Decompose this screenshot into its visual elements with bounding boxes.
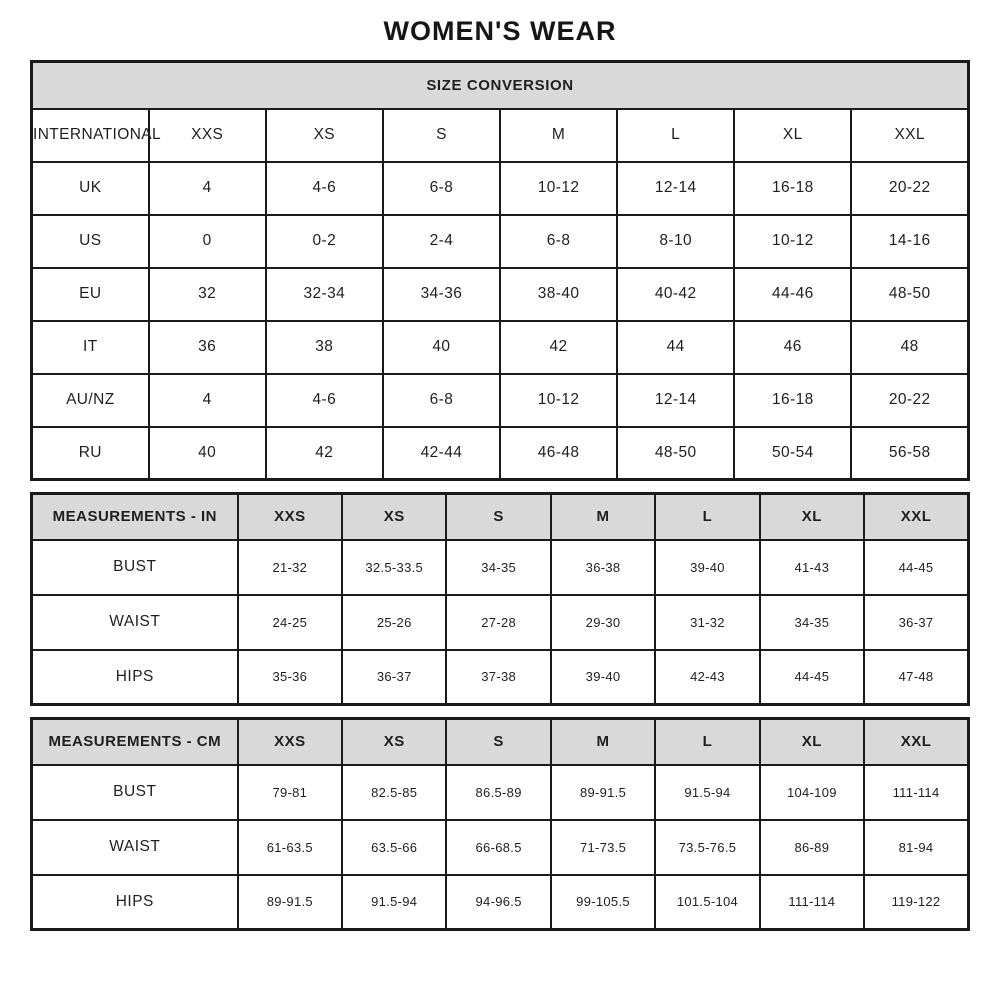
size-value: 44	[617, 321, 734, 374]
size-header-s: S	[446, 719, 550, 765]
size-header-xxs: XXS	[238, 494, 342, 540]
table-row-waist-in	[32, 595, 969, 650]
row-label: HIPS	[32, 650, 238, 705]
size-header-xxl: XXL	[851, 109, 968, 162]
size-value: 44-46	[734, 268, 851, 321]
size-value: 42	[500, 321, 617, 374]
size-value: 20-22	[851, 374, 968, 427]
measure-value: 119-122	[864, 875, 968, 930]
size-value: 6-8	[383, 374, 500, 427]
measure-value: 44-45	[760, 650, 864, 705]
measure-value: 39-40	[551, 650, 655, 705]
measure-value: 81-94	[864, 820, 968, 875]
measure-value: 111-114	[864, 765, 968, 820]
size-value: 34-36	[383, 268, 500, 321]
row-label: US	[32, 215, 149, 268]
measurements-cm-title: MEASUREMENTS - CM	[32, 719, 238, 765]
row-label: RU	[32, 427, 149, 480]
size-header-xxs: XXS	[149, 109, 266, 162]
table-row-hips-in	[32, 650, 969, 705]
table-row-bust-in	[32, 540, 969, 595]
measure-value: 79-81	[238, 765, 342, 820]
measure-value: 91.5-94	[342, 875, 446, 930]
size-value: 48-50	[617, 427, 734, 480]
measure-value: 41-43	[760, 540, 864, 595]
size-value: 2-4	[383, 215, 500, 268]
size-value: 48	[851, 321, 968, 374]
measure-value: 27-28	[446, 595, 550, 650]
size-value: 14-16	[851, 215, 968, 268]
size-header-xxs: XXS	[238, 719, 342, 765]
size-header-m: M	[500, 109, 617, 162]
table-header-row	[32, 109, 969, 162]
measure-value: 47-48	[864, 650, 968, 705]
size-value: 42-44	[383, 427, 500, 480]
size-value: 12-14	[617, 374, 734, 427]
row-label: BUST	[32, 540, 238, 595]
row-label: WAIST	[32, 820, 238, 875]
measure-value: 94-96.5	[446, 875, 550, 930]
measure-value: 91.5-94	[655, 765, 759, 820]
measure-value: 42-43	[655, 650, 759, 705]
measure-value: 111-114	[760, 875, 864, 930]
size-value: 20-22	[851, 162, 968, 215]
measure-value: 99-105.5	[551, 875, 655, 930]
row-label: IT	[32, 321, 149, 374]
table-row-ru	[32, 427, 969, 480]
size-value: 6-8	[383, 162, 500, 215]
size-header-xs: XS	[266, 109, 383, 162]
measure-value: 37-38	[446, 650, 550, 705]
measure-value: 89-91.5	[551, 765, 655, 820]
size-value: 10-12	[500, 374, 617, 427]
table-row-eu	[32, 268, 969, 321]
size-value: 48-50	[851, 268, 968, 321]
table-header-row	[32, 494, 969, 540]
measure-value: 39-40	[655, 540, 759, 595]
measure-value: 61-63.5	[238, 820, 342, 875]
size-value: 50-54	[734, 427, 851, 480]
measure-value: 63.5-66	[342, 820, 446, 875]
measurements-cm-table	[30, 717, 970, 931]
row-label: EU	[32, 268, 149, 321]
measurements-in-title: MEASUREMENTS - IN	[32, 494, 238, 540]
header-label-international: INTERNATIONAL	[32, 109, 149, 162]
measure-value: 24-25	[238, 595, 342, 650]
row-label: HIPS	[32, 875, 238, 930]
size-header-xl: XL	[734, 109, 851, 162]
size-value: 4-6	[266, 374, 383, 427]
measure-value: 29-30	[551, 595, 655, 650]
size-value: 40-42	[617, 268, 734, 321]
row-label: WAIST	[32, 595, 238, 650]
measure-value: 34-35	[760, 595, 864, 650]
measure-value: 32.5-33.5	[342, 540, 446, 595]
measure-value: 86-89	[760, 820, 864, 875]
size-value: 38-40	[500, 268, 617, 321]
size-value: 38	[266, 321, 383, 374]
row-label: AU/NZ	[32, 374, 149, 427]
size-header-l: L	[655, 719, 759, 765]
size-header-xl: XL	[760, 494, 864, 540]
size-value: 40	[149, 427, 266, 480]
measure-value: 36-37	[342, 650, 446, 705]
size-header-s: S	[383, 109, 500, 162]
measure-value: 104-109	[760, 765, 864, 820]
table-banner-row	[32, 62, 969, 109]
table-row-uk	[32, 162, 969, 215]
size-value: 0-2	[266, 215, 383, 268]
size-header-m: M	[551, 494, 655, 540]
measure-value: 73.5-76.5	[655, 820, 759, 875]
table-row-hips-cm	[32, 875, 969, 930]
measure-value: 34-35	[446, 540, 550, 595]
table-row-us	[32, 215, 969, 268]
size-header-m: M	[551, 719, 655, 765]
size-header-xxl: XXL	[864, 719, 968, 765]
size-value: 6-8	[500, 215, 617, 268]
size-value: 46	[734, 321, 851, 374]
size-header-xxl: XXL	[864, 494, 968, 540]
measurements-in-table	[30, 492, 970, 706]
size-header-l: L	[655, 494, 759, 540]
size-value: 40	[383, 321, 500, 374]
measure-value: 31-32	[655, 595, 759, 650]
measure-value: 44-45	[864, 540, 968, 595]
measure-value: 89-91.5	[238, 875, 342, 930]
size-value: 46-48	[500, 427, 617, 480]
size-value: 32	[149, 268, 266, 321]
measure-value: 86.5-89	[446, 765, 550, 820]
size-value: 4-6	[266, 162, 383, 215]
measure-value: 35-36	[238, 650, 342, 705]
size-conversion-title: SIZE CONVERSION	[32, 62, 969, 109]
table-row-waist-cm	[32, 820, 969, 875]
size-value: 8-10	[617, 215, 734, 268]
size-value: 4	[149, 374, 266, 427]
size-header-xs: XS	[342, 494, 446, 540]
size-value: 0	[149, 215, 266, 268]
size-header-xs: XS	[342, 719, 446, 765]
table-row-bust-cm	[32, 765, 969, 820]
size-conversion-table	[30, 60, 970, 481]
size-value: 16-18	[734, 162, 851, 215]
size-value: 4	[149, 162, 266, 215]
row-label: UK	[32, 162, 149, 215]
size-value: 32-34	[266, 268, 383, 321]
size-value: 36	[149, 321, 266, 374]
size-value: 42	[266, 427, 383, 480]
size-value: 10-12	[734, 215, 851, 268]
measure-value: 36-37	[864, 595, 968, 650]
size-header-xl: XL	[760, 719, 864, 765]
table-header-row	[32, 719, 969, 765]
row-label: BUST	[32, 765, 238, 820]
size-value: 12-14	[617, 162, 734, 215]
size-value: 10-12	[500, 162, 617, 215]
measure-value: 71-73.5	[551, 820, 655, 875]
size-header-s: S	[446, 494, 550, 540]
page-title: WOMEN'S WEAR	[383, 16, 617, 46]
measure-value: 82.5-85	[342, 765, 446, 820]
measure-value: 21-32	[238, 540, 342, 595]
measure-value: 25-26	[342, 595, 446, 650]
size-header-l: L	[617, 109, 734, 162]
size-value: 16-18	[734, 374, 851, 427]
measure-value: 36-38	[551, 540, 655, 595]
size-value: 56-58	[851, 427, 968, 480]
measure-value: 66-68.5	[446, 820, 550, 875]
table-row-it	[32, 321, 969, 374]
table-row-aunz	[32, 374, 969, 427]
measure-value: 101.5-104	[655, 875, 759, 930]
